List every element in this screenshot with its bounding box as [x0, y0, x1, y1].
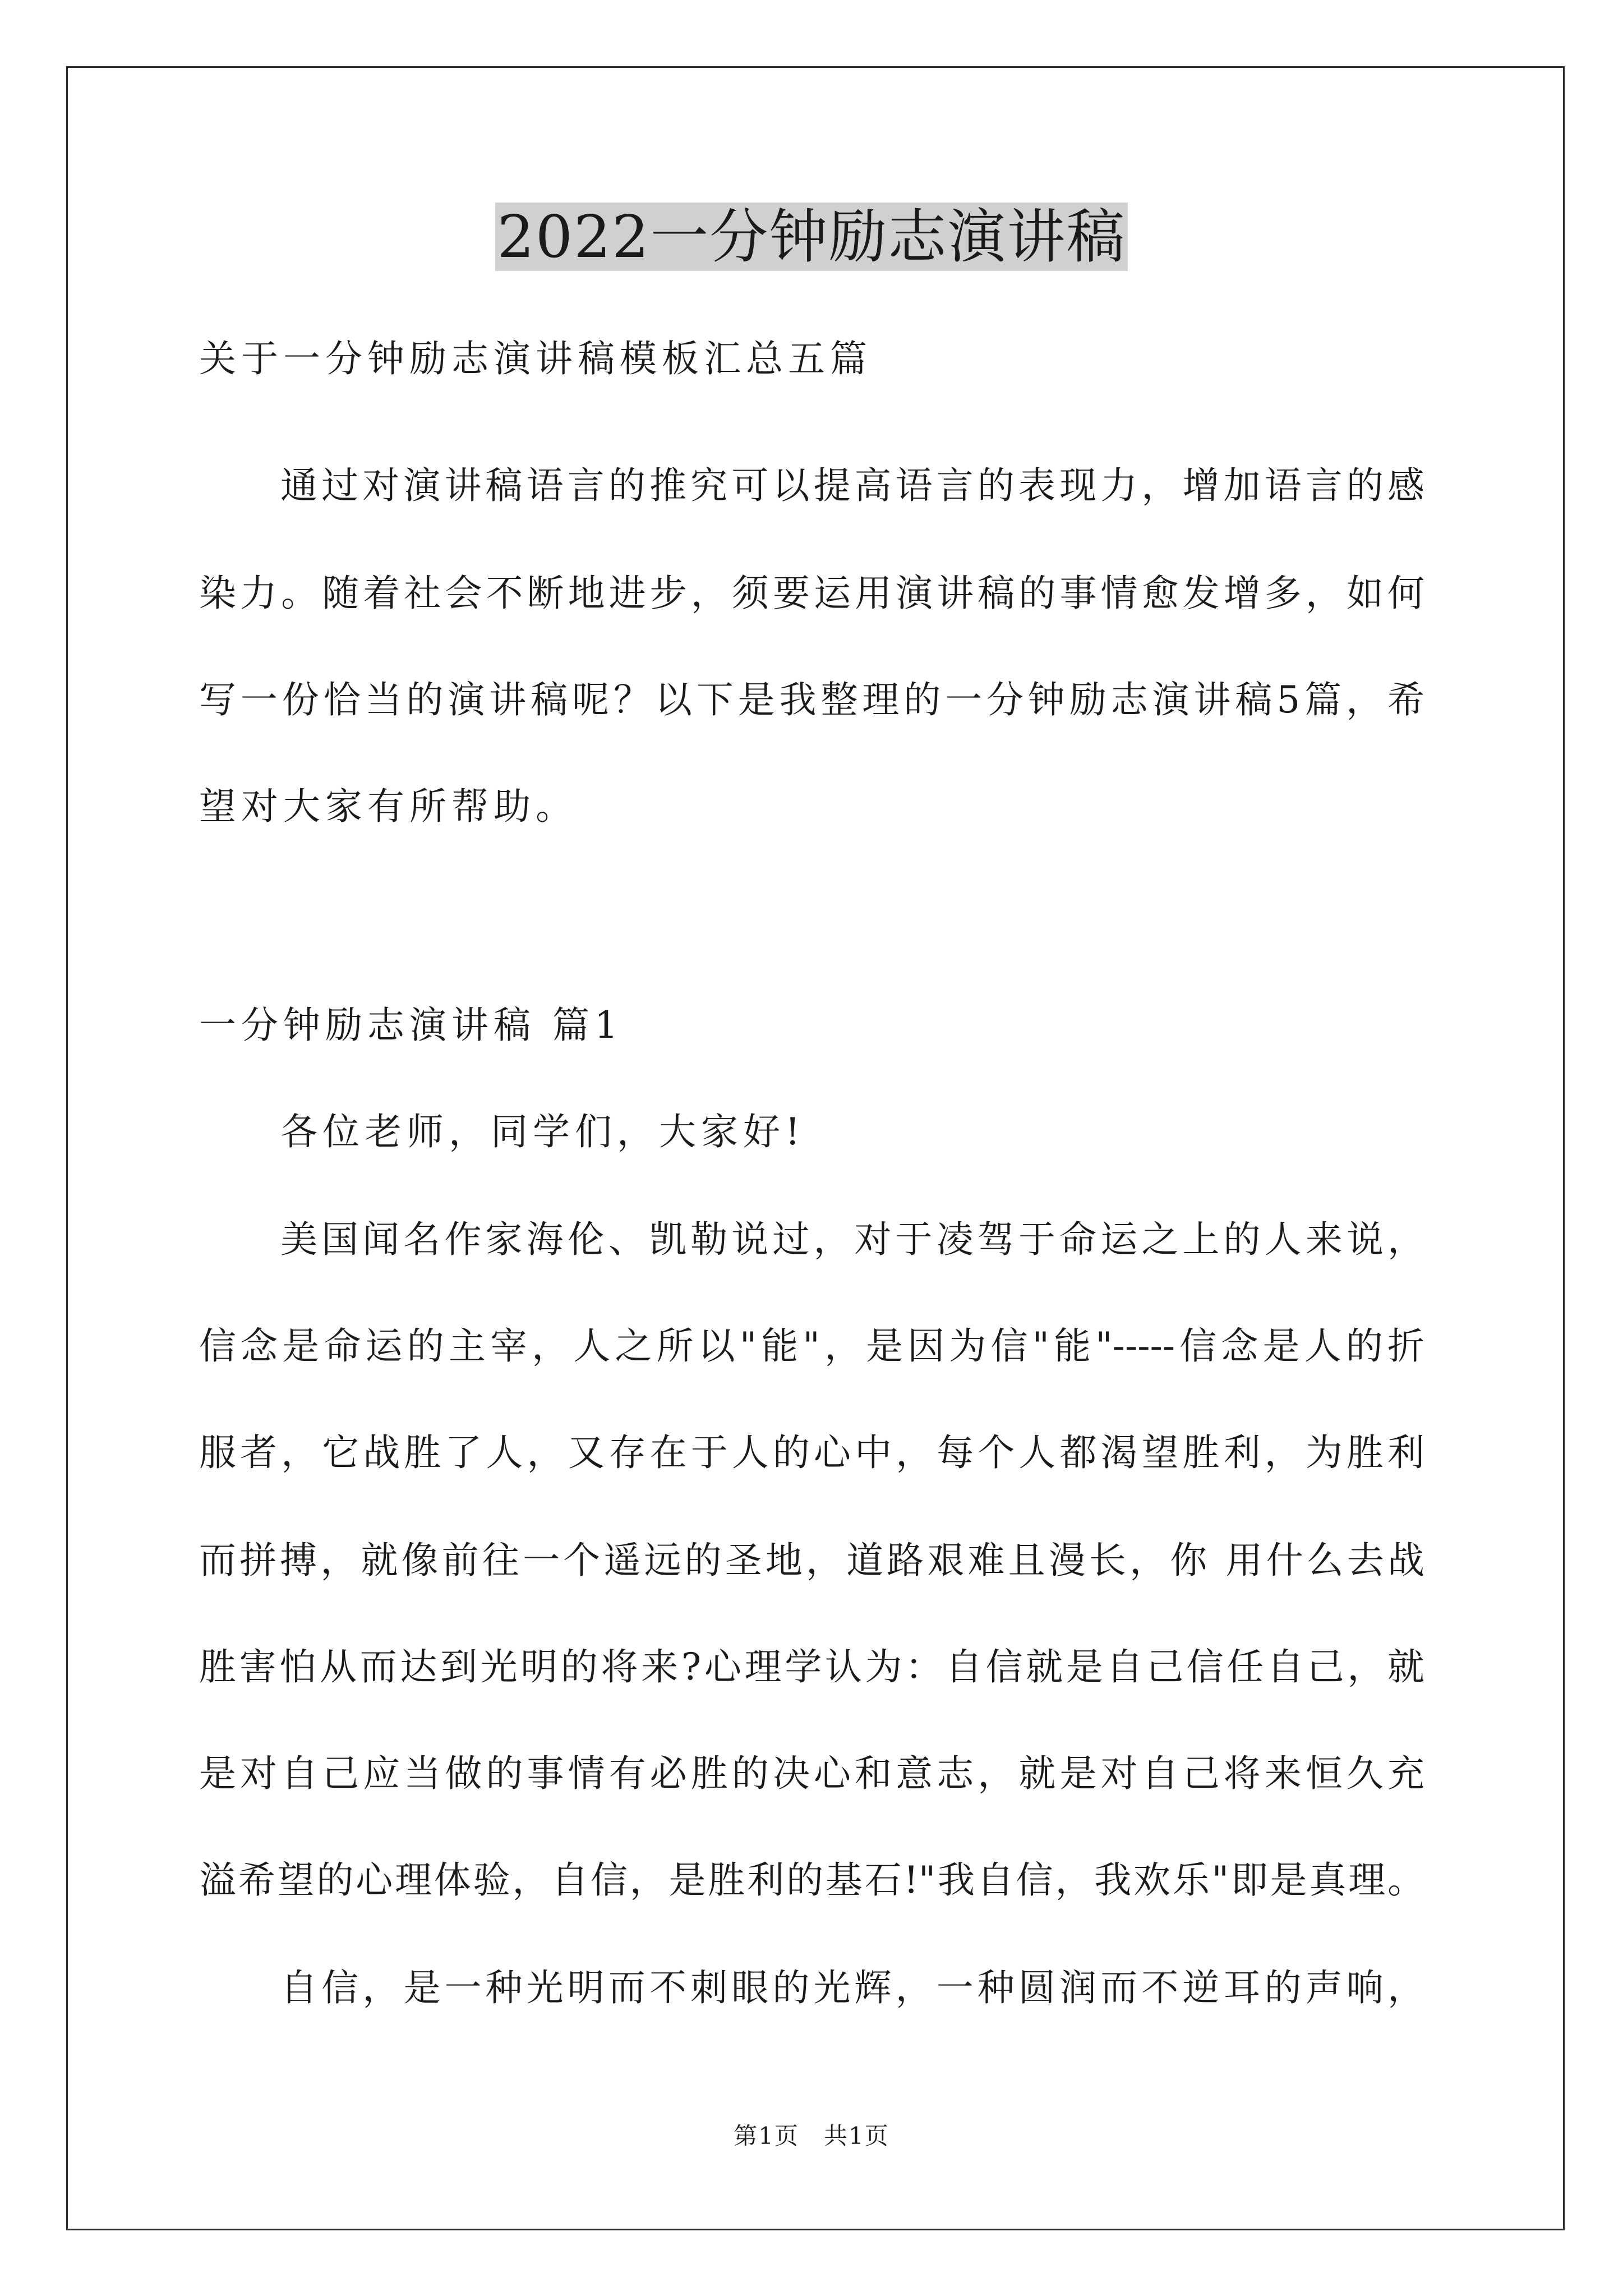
intro-line: 望对大家有所帮助。: [199, 785, 578, 828]
paragraph-line: 自信，是一种光明而不刺眼的光辉，一种圆润而不逆耳的声响，: [280, 1966, 1424, 2009]
document-title-text: 2022一分钟励志演讲稿: [495, 203, 1128, 271]
paragraph-line: 而拼搏，就像前往一个遥远的圣地，道路艰难且漫长，你 用什么去战: [199, 1539, 1424, 1582]
paragraph-line: 服者，它战胜了人，又存在于人的心中，每个人都渴望胜利，为胜利: [199, 1431, 1424, 1474]
intro-line: 染力。随着社会不断地进步，须要运用演讲稿的事情愈发增多，如何: [199, 572, 1424, 615]
paragraph-line: 信念是命运的主宰，人之所以"能"，是因为信"能"-----信念是人的折: [199, 1324, 1424, 1368]
greeting: 各位老师，同学们，大家好!: [280, 1110, 805, 1153]
document-subtitle: 关于一分钟励志演讲稿模板汇总五篇: [199, 337, 872, 380]
intro-line: 通过对演讲稿语言的推究可以提高语言的表现力，增加语言的感: [280, 464, 1424, 507]
page-number: 第1页 共1页: [734, 2122, 889, 2150]
paragraph-line: 美国闻名作家海伦、凯勒说过，对于凌驾于命运之上的人来说，: [280, 1218, 1424, 1261]
paragraph-line: 胜害怕从而达到光明的将来?心理学认为：自信就是自己信任自己，就: [199, 1645, 1424, 1688]
intro-line: 写一份恰当的演讲稿呢？以下是我整理的一分钟励志演讲稿5篇，希: [199, 678, 1424, 721]
paragraph-line: 是对自己应当做的事情有必胜的决心和意志，就是对自己将来恒久充: [199, 1752, 1424, 1795]
document-title: [0, 197, 1623, 276]
section-heading: 一分钟励志演讲稿 篇1: [199, 1004, 623, 1047]
paragraph-line: 溢希望的心理体验，自信，是胜利的基石!"我自信，我欢乐"即是真理。: [199, 1858, 1424, 1902]
